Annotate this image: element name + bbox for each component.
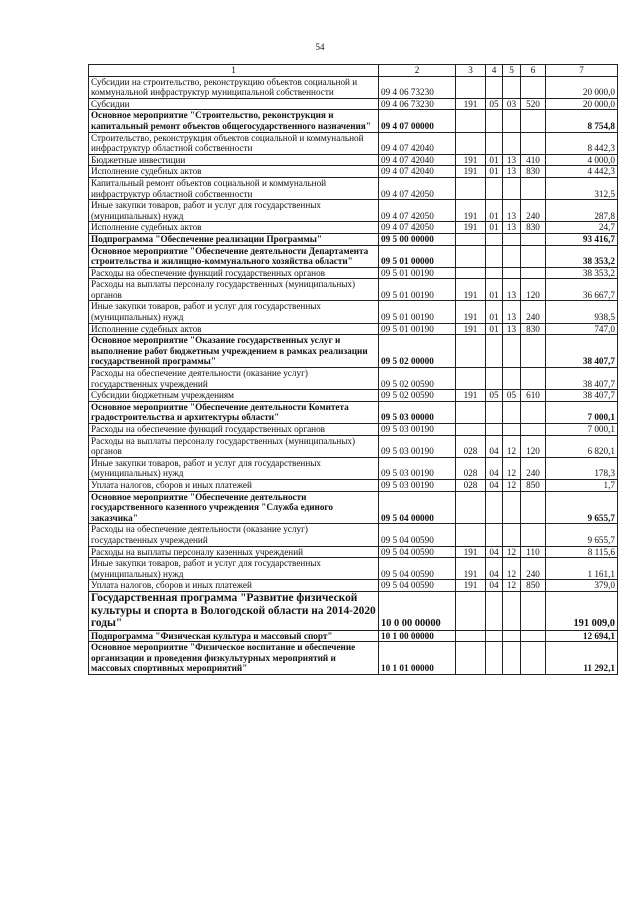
row-subsection-cell: 13	[503, 166, 521, 178]
row-section-cell	[486, 233, 503, 245]
table-row	[89, 390, 618, 402]
row-code-cell: 09 5 02 00590	[379, 390, 456, 402]
row-expense-type-cell: 240	[521, 200, 546, 222]
row-code-cell: 09 5 01 00190	[379, 267, 456, 279]
row-admin-cell: 028	[456, 479, 486, 491]
row-name-cell: Расходы на обеспечение функций государственных органов	[89, 424, 379, 436]
row-expense-type-cell	[521, 524, 546, 546]
row-section-cell	[486, 177, 503, 199]
header-col-2: 2	[379, 65, 456, 77]
table-row	[89, 335, 618, 368]
table-row	[89, 245, 618, 267]
row-expense-type-cell: 240	[521, 558, 546, 580]
table-row	[89, 491, 618, 524]
row-name-cell: Основное мероприятие "Обеспечение деятельности государственного казенного учреждения "Служба единого заказчика"	[89, 491, 379, 524]
row-expense-type-cell	[521, 132, 546, 154]
row-admin-cell	[456, 267, 486, 279]
row-section-cell	[486, 424, 503, 436]
row-code-cell: 09 5 03 00190	[379, 435, 456, 457]
row-section-cell: 04	[486, 580, 503, 592]
row-subsection-cell	[503, 267, 521, 279]
row-subsection-cell	[503, 491, 521, 524]
row-subsection-cell: 03	[503, 98, 521, 110]
row-code-cell: 09 5 01 00190	[379, 323, 456, 335]
table-row	[89, 154, 618, 166]
row-admin-cell: 191	[456, 323, 486, 335]
page-number: 54	[315, 42, 325, 52]
table-row	[89, 323, 618, 335]
row-admin-cell: 191	[456, 558, 486, 580]
row-admin-cell	[456, 110, 486, 132]
row-name-cell: Основное мероприятие "Физическое воспитание и обеспечение организации и проведения физкультурных мероприятий и массовых спортивных мероприятий"	[89, 642, 379, 675]
row-code-cell: 09 4 07 42050	[379, 177, 456, 199]
row-subsection-cell	[503, 424, 521, 436]
row-name-cell: Иные закупки товаров, работ и услуг для государственных (муниципальных) нужд	[89, 457, 379, 479]
row-sum-cell: 93 416,7	[546, 233, 618, 245]
row-expense-type-cell: 850	[521, 580, 546, 592]
row-subsection-cell: 12	[503, 580, 521, 592]
row-section-cell	[486, 368, 503, 390]
row-expense-type-cell	[521, 335, 546, 368]
row-expense-type-cell: 240	[521, 457, 546, 479]
table-row	[89, 524, 618, 546]
row-code-cell: 09 5 01 00190	[379, 301, 456, 323]
row-subsection-cell	[503, 233, 521, 245]
table-row	[89, 368, 618, 390]
row-expense-type-cell	[521, 591, 546, 630]
row-sum-cell: 20 000,0	[546, 76, 618, 98]
row-subsection-cell	[503, 245, 521, 267]
row-sum-cell: 24,7	[546, 222, 618, 234]
row-admin-cell	[456, 233, 486, 245]
header-col-7: 7	[546, 65, 618, 77]
row-subsection-cell: 12	[503, 546, 521, 558]
row-name-cell: Основное мероприятие "Строительство, реконструкция и капитальный ремонт объектов общегосударственного назначения"	[89, 110, 379, 132]
row-sum-cell: 9 655,7	[546, 524, 618, 546]
row-sum-cell: 38 353,2	[546, 245, 618, 267]
row-section-cell: 04	[486, 435, 503, 457]
row-sum-cell: 38 407,7	[546, 335, 618, 368]
row-name-cell: Иные закупки товаров, работ и услуг для государственных (муниципальных) нужд	[89, 200, 379, 222]
row-sum-cell: 191 009,0	[546, 591, 618, 630]
row-code-cell: 09 5 00 00000	[379, 233, 456, 245]
row-section-cell: 04	[486, 479, 503, 491]
row-code-cell: 09 5 03 00190	[379, 424, 456, 436]
row-name-cell: Подпрограмма "Обеспечение реализации Программы"	[89, 233, 379, 245]
row-expense-type-cell	[521, 642, 546, 675]
row-sum-cell: 7 000,1	[546, 401, 618, 423]
row-admin-cell	[456, 424, 486, 436]
table-row	[89, 301, 618, 323]
row-sum-cell: 8 442,3	[546, 132, 618, 154]
row-expense-type-cell	[521, 110, 546, 132]
row-name-cell: Уплата налогов, сборов и иных платежей	[89, 580, 379, 592]
row-name-cell: Расходы на выплаты персоналу государственных (муниципальных) органов	[89, 279, 379, 301]
row-expense-type-cell	[521, 177, 546, 199]
table-row	[89, 110, 618, 132]
row-section-cell	[486, 267, 503, 279]
row-sum-cell: 38 407,7	[546, 368, 618, 390]
row-sum-cell: 8 115,6	[546, 546, 618, 558]
table-row	[89, 580, 618, 592]
row-sum-cell: 6 820,1	[546, 435, 618, 457]
row-code-cell: 10 0 00 00000	[379, 591, 456, 630]
row-sum-cell: 1,7	[546, 479, 618, 491]
row-expense-type-cell: 850	[521, 479, 546, 491]
row-name-cell: Расходы на выплаты персоналу государственных (муниципальных) органов	[89, 435, 379, 457]
row-code-cell: 09 4 06 73230	[379, 98, 456, 110]
row-code-cell: 09 5 03 00190	[379, 479, 456, 491]
row-admin-cell: 191	[456, 546, 486, 558]
row-sum-cell: 4 442,3	[546, 166, 618, 178]
row-section-cell: 01	[486, 200, 503, 222]
row-admin-cell: 191	[456, 98, 486, 110]
row-code-cell: 09 4 07 42050	[379, 200, 456, 222]
table-row	[89, 132, 618, 154]
row-code-cell: 09 5 04 00590	[379, 558, 456, 580]
row-code-cell: 09 5 03 00190	[379, 457, 456, 479]
row-subsection-cell: 13	[503, 222, 521, 234]
row-code-cell: 09 5 04 00590	[379, 546, 456, 558]
row-section-cell: 01	[486, 222, 503, 234]
row-admin-cell: 191	[456, 222, 486, 234]
row-name-cell: Основное мероприятие "Обеспечение деятельности Департамента строительства и жилищно-коммунального хозяйства области"	[89, 245, 379, 267]
row-expense-type-cell	[521, 491, 546, 524]
row-subsection-cell: 13	[503, 200, 521, 222]
row-subsection-cell: 12	[503, 479, 521, 491]
row-name-cell: Бюджетные инвестиции	[89, 154, 379, 166]
header-col-1: 1	[89, 65, 379, 77]
row-expense-type-cell	[521, 368, 546, 390]
row-sum-cell: 36 667,7	[546, 279, 618, 301]
row-name-cell: Основное мероприятие "Обеспечение деятельности Комитета градостроительства и архитектуры области"	[89, 401, 379, 423]
header-col-3: 3	[456, 65, 486, 77]
row-subsection-cell	[503, 591, 521, 630]
table-row	[89, 76, 618, 98]
row-section-cell: 04	[486, 546, 503, 558]
row-sum-cell: 7 000,1	[546, 424, 618, 436]
row-admin-cell: 191	[456, 390, 486, 402]
row-section-cell: 01	[486, 166, 503, 178]
header-col-6: 6	[521, 65, 546, 77]
row-sum-cell: 38 407,7	[546, 390, 618, 402]
row-code-cell: 09 5 04 00590	[379, 524, 456, 546]
row-admin-cell	[456, 177, 486, 199]
table-row	[89, 200, 618, 222]
row-sum-cell: 38 353,2	[546, 267, 618, 279]
row-section-cell	[486, 110, 503, 132]
row-expense-type-cell	[521, 245, 546, 267]
row-admin-cell	[456, 76, 486, 98]
row-admin-cell	[456, 630, 486, 642]
row-section-cell: 04	[486, 457, 503, 479]
row-subsection-cell	[503, 368, 521, 390]
row-code-cell: 09 4 07 00000	[379, 110, 456, 132]
row-admin-cell	[456, 524, 486, 546]
table-row	[89, 233, 618, 245]
row-code-cell: 09 5 03 00000	[379, 401, 456, 423]
row-admin-cell	[456, 642, 486, 675]
row-section-cell: 04	[486, 558, 503, 580]
row-sum-cell: 4 000,0	[546, 154, 618, 166]
row-name-cell: Субсидии	[89, 98, 379, 110]
row-subsection-cell	[503, 177, 521, 199]
row-name-cell: Расходы на выплаты персоналу казенных учреждений	[89, 546, 379, 558]
row-subsection-cell	[503, 76, 521, 98]
row-sum-cell: 287,8	[546, 200, 618, 222]
table-row	[89, 267, 618, 279]
row-expense-type-cell: 830	[521, 222, 546, 234]
table-row	[89, 630, 618, 642]
row-name-cell: Исполнение судебных актов	[89, 166, 379, 178]
row-subsection-cell: 13	[503, 154, 521, 166]
budget-table	[88, 64, 618, 675]
row-admin-cell	[456, 335, 486, 368]
row-admin-cell	[456, 368, 486, 390]
row-code-cell: 09 5 04 00000	[379, 491, 456, 524]
row-subsection-cell	[503, 335, 521, 368]
row-name-cell: Государственная программа "Развитие физической культуры и спорта в Вологодской области на 2014-2020 годы"	[89, 591, 379, 630]
row-expense-type-cell	[521, 630, 546, 642]
row-name-cell: Расходы на обеспечение деятельности (оказание услуг) государственных учреждений	[89, 524, 379, 546]
table-row	[89, 98, 618, 110]
table-row	[89, 479, 618, 491]
row-code-cell: 10 1 01 00000	[379, 642, 456, 675]
row-section-cell	[486, 245, 503, 267]
row-section-cell: 01	[486, 279, 503, 301]
row-section-cell: 01	[486, 301, 503, 323]
table-row	[89, 457, 618, 479]
row-subsection-cell	[503, 630, 521, 642]
row-name-cell: Исполнение судебных актов	[89, 323, 379, 335]
row-expense-type-cell: 830	[521, 323, 546, 335]
row-expense-type-cell: 410	[521, 154, 546, 166]
row-code-cell: 10 1 00 00000	[379, 630, 456, 642]
row-section-cell	[486, 630, 503, 642]
row-subsection-cell: 12	[503, 457, 521, 479]
row-sum-cell: 12 694,1	[546, 630, 618, 642]
row-expense-type-cell	[521, 401, 546, 423]
row-section-cell: 01	[486, 154, 503, 166]
row-section-cell	[486, 491, 503, 524]
row-name-cell: Подпрограмма "Физическая культура и массовый спорт"	[89, 630, 379, 642]
row-expense-type-cell: 830	[521, 166, 546, 178]
row-sum-cell: 938,5	[546, 301, 618, 323]
row-code-cell: 09 5 01 00000	[379, 245, 456, 267]
table-row	[89, 166, 618, 178]
row-name-cell: Субсидии на строительство, реконструкцию объектов социальной и коммунальной инфраструктур муниципальной собственности	[89, 76, 379, 98]
row-sum-cell: 312,5	[546, 177, 618, 199]
row-admin-cell: 191	[456, 279, 486, 301]
row-admin-cell: 028	[456, 457, 486, 479]
table-row	[89, 279, 618, 301]
row-name-cell: Субсидии бюджетным учреждениям	[89, 390, 379, 402]
row-sum-cell: 1 161,1	[546, 558, 618, 580]
row-subsection-cell	[503, 524, 521, 546]
row-expense-type-cell: 120	[521, 435, 546, 457]
row-code-cell: 09 4 07 42040	[379, 154, 456, 166]
row-admin-cell: 191	[456, 200, 486, 222]
row-subsection-cell: 13	[503, 279, 521, 301]
row-name-cell: Исполнение судебных актов	[89, 222, 379, 234]
row-code-cell: 09 4 07 42040	[379, 132, 456, 154]
row-section-cell	[486, 591, 503, 630]
row-subsection-cell: 13	[503, 301, 521, 323]
row-expense-type-cell	[521, 267, 546, 279]
row-admin-cell: 191	[456, 301, 486, 323]
row-code-cell: 09 4 07 42040	[379, 166, 456, 178]
row-expense-type-cell: 120	[521, 279, 546, 301]
header-col-4: 4	[486, 65, 503, 77]
row-admin-cell	[456, 591, 486, 630]
table-row	[89, 546, 618, 558]
row-section-cell: 01	[486, 323, 503, 335]
row-subsection-cell: 05	[503, 390, 521, 402]
row-code-cell: 09 5 02 00590	[379, 368, 456, 390]
row-subsection-cell: 13	[503, 323, 521, 335]
row-sum-cell: 379,0	[546, 580, 618, 592]
row-admin-cell	[456, 491, 486, 524]
table-row	[89, 591, 618, 630]
row-expense-type-cell: 240	[521, 301, 546, 323]
row-expense-type-cell: 520	[521, 98, 546, 110]
row-name-cell: Уплата налогов, сборов и иных платежей	[89, 479, 379, 491]
row-name-cell: Иные закупки товаров, работ и услуг для государственных (муниципальных) нужд	[89, 558, 379, 580]
row-expense-type-cell	[521, 233, 546, 245]
row-sum-cell: 8 754,8	[546, 110, 618, 132]
table-row	[89, 642, 618, 675]
row-admin-cell: 191	[456, 154, 486, 166]
row-admin-cell	[456, 132, 486, 154]
row-section-cell	[486, 76, 503, 98]
row-name-cell: Капитальный ремонт объектов социальной и коммунальной инфраструктур областной собственности	[89, 177, 379, 199]
row-admin-cell: 191	[456, 580, 486, 592]
row-expense-type-cell	[521, 76, 546, 98]
row-section-cell	[486, 524, 503, 546]
row-name-cell: Иные закупки товаров, работ и услуг для государственных (муниципальных) нужд	[89, 301, 379, 323]
row-name-cell: Расходы на обеспечение деятельности (оказание услуг) государственных учреждений	[89, 368, 379, 390]
table-row	[89, 424, 618, 436]
row-subsection-cell: 12	[503, 558, 521, 580]
table-row	[89, 401, 618, 423]
row-subsection-cell	[503, 110, 521, 132]
row-subsection-cell: 12	[503, 435, 521, 457]
table-row	[89, 435, 618, 457]
row-code-cell: 09 5 04 00590	[379, 580, 456, 592]
row-sum-cell: 9 655,7	[546, 491, 618, 524]
table-header-row	[89, 65, 618, 77]
row-sum-cell: 747,0	[546, 323, 618, 335]
table-row	[89, 222, 618, 234]
header-col-5: 5	[503, 65, 521, 77]
row-subsection-cell	[503, 132, 521, 154]
row-subsection-cell	[503, 401, 521, 423]
row-code-cell: 09 5 02 00000	[379, 335, 456, 368]
row-admin-cell	[456, 245, 486, 267]
row-section-cell: 05	[486, 98, 503, 110]
table-row	[89, 177, 618, 199]
row-name-cell: Строительство, реконструкция объектов социальной и коммунальной инфраструктур областной собственности	[89, 132, 379, 154]
row-section-cell	[486, 335, 503, 368]
row-admin-cell: 191	[456, 166, 486, 178]
table-row	[89, 558, 618, 580]
row-code-cell: 09 4 06 73230	[379, 76, 456, 98]
row-expense-type-cell: 110	[521, 546, 546, 558]
row-section-cell	[486, 132, 503, 154]
row-section-cell: 05	[486, 390, 503, 402]
row-admin-cell	[456, 401, 486, 423]
row-code-cell: 09 5 01 00190	[379, 279, 456, 301]
row-expense-type-cell: 610	[521, 390, 546, 402]
row-subsection-cell	[503, 642, 521, 675]
row-section-cell	[486, 401, 503, 423]
row-name-cell: Основное мероприятие "Оказание государственных услуг и выполнение работ бюджетным учреждением в рамках реализации государственной программы"	[89, 335, 379, 368]
row-sum-cell: 11 292,1	[546, 642, 618, 675]
row-code-cell: 09 4 07 42050	[379, 222, 456, 234]
row-expense-type-cell	[521, 424, 546, 436]
row-sum-cell: 20 000,0	[546, 98, 618, 110]
row-section-cell	[486, 642, 503, 675]
row-admin-cell: 028	[456, 435, 486, 457]
row-name-cell: Расходы на обеспечение функций государственных органов	[89, 267, 379, 279]
row-sum-cell: 178,3	[546, 457, 618, 479]
